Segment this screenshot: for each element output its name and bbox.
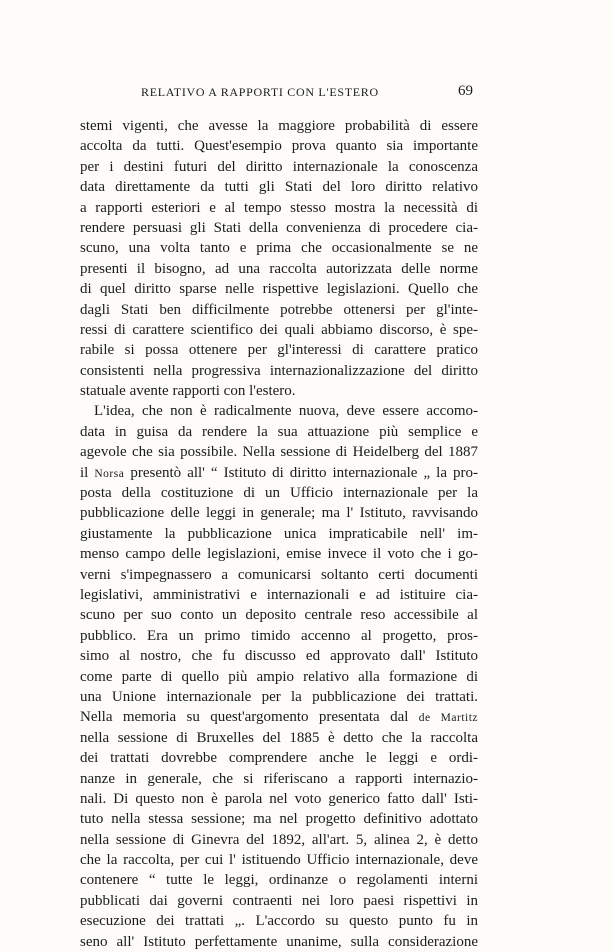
text-line: posta della costituzione di un Ufficio internazionale per la — [80, 485, 478, 502]
text-line: consistenti nella progressiva internazionalizzazione del diritto — [80, 362, 478, 379]
text-line: ressi di carattere scientifico dei quali abbiamo discorso, è spe- — [80, 321, 478, 338]
text-line: dei trattati dovrebbe comprendere anche le leggi e ordi- — [80, 750, 478, 767]
running-header — [96, 85, 473, 101]
text-line: pubblico. Era un primo timido accenno al progetto, pros- — [80, 627, 478, 644]
text-line: a rapporti esteriori e al tempo stesso mostra la necessità di — [80, 199, 478, 216]
paragraph-start-line: L'idea, che non è radicalmente nuova, deve essere accomo- — [94, 403, 478, 420]
text-line: scuno per suo conto un deposito centrale reso accessibile al — [80, 607, 478, 624]
text-line: pubblicazione delle leggi in generale; ma l' Istituto, ravvisando — [80, 505, 478, 522]
text-line: simo al nostro, che fu discusso ed approvato dall' Istituto — [80, 648, 478, 665]
author-name-norsa: Norsa — [94, 467, 125, 480]
text-line: tuto nella stessa sessione; ma nel progetto definitivo adottato — [80, 811, 478, 828]
text-line: nella sessione di Ginevra del 1892, all'art. 5, alinea 2, è detto — [80, 831, 478, 848]
text-line: per i destini futuri del diritto internazionale la conoscenza — [80, 158, 478, 175]
text-line: data in guisa da rendere la sua attuazione più semplice e — [80, 423, 478, 440]
text-line: come parte di quello più ampio relativo alla formazione di — [80, 668, 478, 685]
body-text — [80, 116, 478, 952]
text-line: il Norsa presentò all' “ Istituto di diritto internazionale „ la pro- — [80, 464, 478, 481]
text-line: nella sessione di Bruxelles del 1885 è detto che la raccolta — [80, 729, 478, 746]
text-line: pubblicati dai governi contraenti nei loro paesi rispettivi in — [80, 892, 478, 909]
text-line: presenti il bisogno, ad una raccolta autorizzata delle norme — [80, 260, 478, 277]
text-line: verni s'impegnassero a comunicarsi soltanto certi documenti — [80, 566, 478, 583]
text-line: scuno, una volta tanto e prima che occasionalmente se ne — [80, 240, 478, 257]
text-line: una Unione internazionale per la pubblicazione dei trattati. — [80, 688, 478, 705]
text-line: menso campo delle legislazioni, emise invece il voto che i go- — [80, 546, 478, 563]
text-line: esecuzione dei trattati „. L'accordo su questo punto fu in — [80, 913, 478, 930]
text-line: nanze in generale, che si riferiscano a rapporti internazio- — [80, 770, 478, 787]
author-name-de-martitz: de Martitz — [418, 712, 479, 725]
page-number: 69 — [458, 83, 473, 99]
text-line: stemi vigenti, che avesse la maggiore probabilità di essere — [80, 118, 478, 134]
text-line: agevole che sia possibile. Nella sessione di Heidelberg del 1887 — [80, 444, 478, 461]
text-line: nali. Di questo non è parola nel voto generico fatto dall' Isti- — [80, 790, 478, 807]
paragraph-end-line: statuale avente rapporti con l'estero. — [80, 383, 296, 400]
text-line: contenere “ tutte le leggi, ordinanze o regolamenti interni — [80, 872, 478, 889]
text-line: seno all' Istituto perfettamente unanime, sulla considerazione — [80, 933, 478, 950]
text-line: di quel diritto sparse nelle rispettive legislazioni. Quello che — [80, 281, 478, 298]
text-line: legislativi, amministrativi e internazionali e ad istituire cia- — [80, 586, 478, 603]
text-line: dagli Stati ben difficilmente potrebbe ottenersi per gl'inte- — [80, 301, 478, 318]
text-line: rendere persuasi gli Stati della convenienza di procedere cia- — [80, 219, 478, 236]
text-line: giustamente la pubblicazione unica impraticabile nell' im- — [80, 525, 478, 542]
text-line: rabile si possa ottenere per gl'interessi di carattere pratico — [80, 342, 478, 359]
text-line: che la raccolta, per cui l' istituendo Ufficio internazionale, deve — [80, 852, 478, 869]
text-line: Nella memoria su quest'argomento presentata dal de Martitz — [80, 709, 479, 726]
running-title: RELATIVO A RAPPORTI CON L'ESTERO — [141, 85, 379, 99]
text-line: data direttamente da tutti gli Stati del loro diritto relativo — [80, 179, 478, 196]
text-line: accolta da tutti. Quest'esempio prova quanto sia importante — [80, 138, 478, 155]
